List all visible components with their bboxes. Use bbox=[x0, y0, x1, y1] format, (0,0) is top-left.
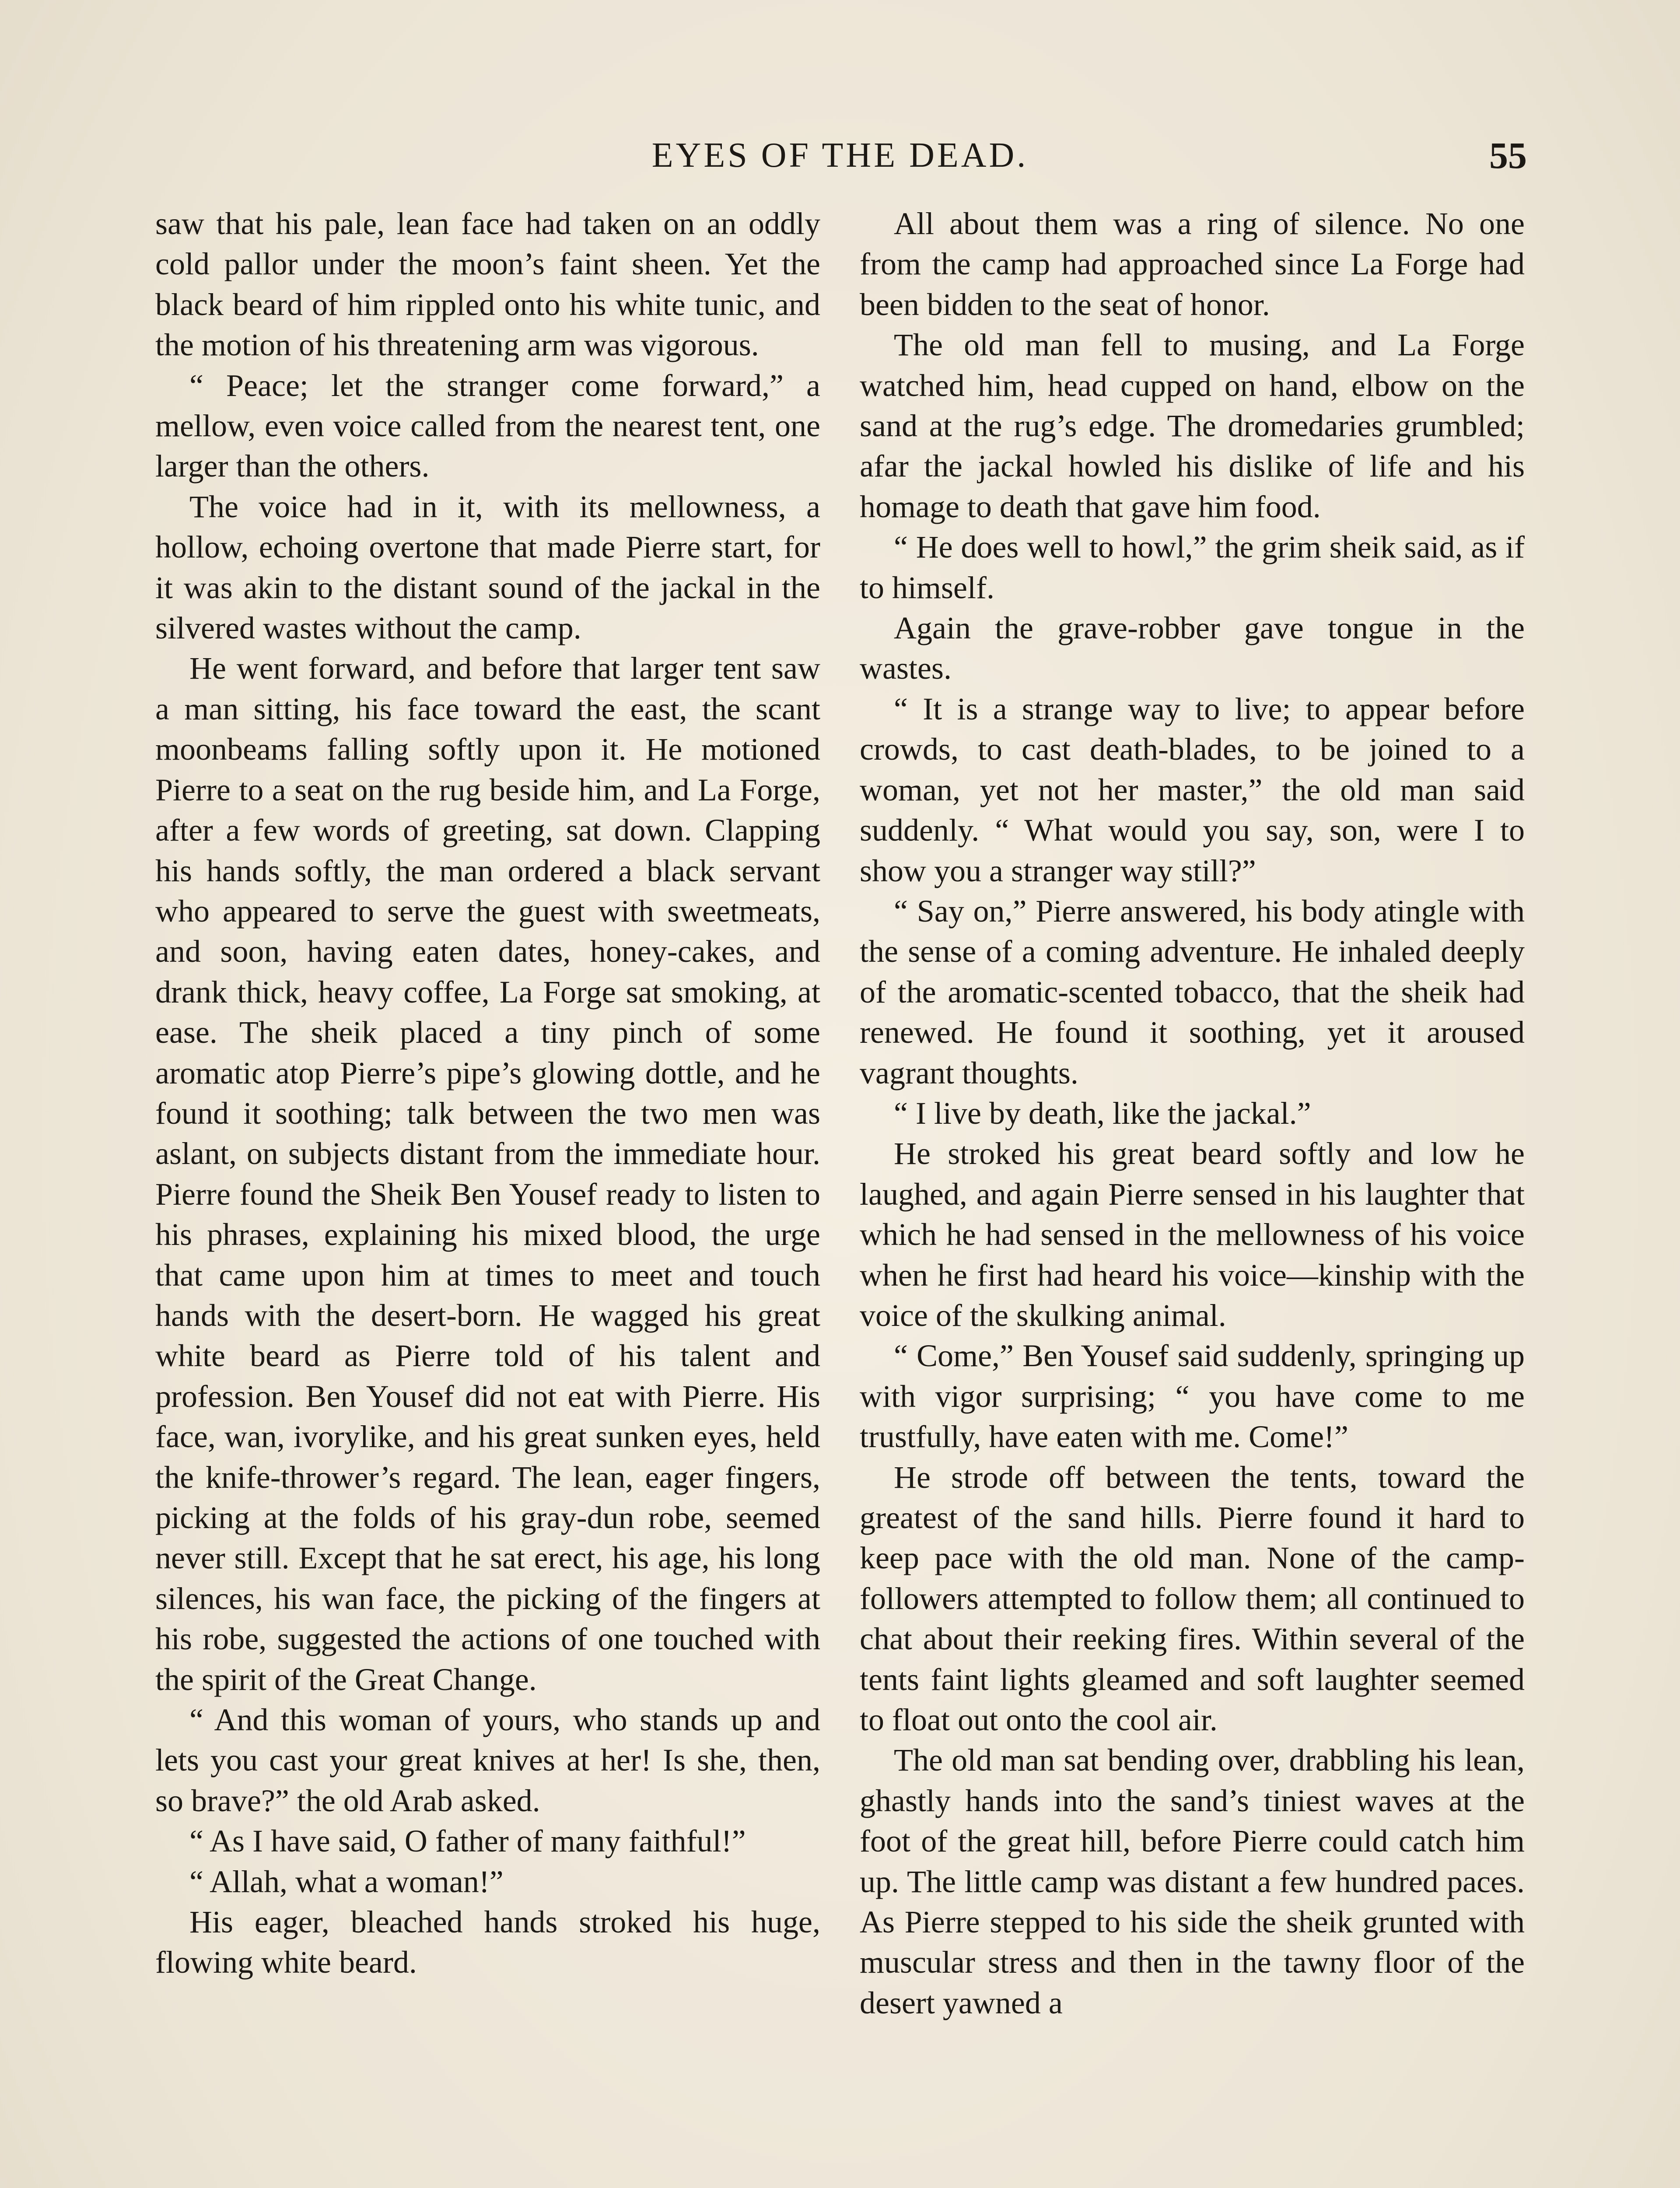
paragraph: saw that his pale, lean face had taken on an oddly cold pallor under the moon’s faint sheen. Yet the black beard of him rippled onto his white tunic, and the motion of his threatening arm was vigorous. bbox=[155, 206, 820, 363]
paragraph: “ Come,” Ben Yousef said suddenly, springing up with vigor surprising; “ you have come to me trustfully, have eaten with me. Come!” bbox=[860, 1338, 1525, 1455]
paragraph: “ Allah, what a woman!” bbox=[189, 1864, 504, 1899]
paragraph: “ As I have said, O father of many faithful!” bbox=[189, 1823, 746, 1859]
running-title: EYES OF THE DEAD. bbox=[651, 136, 1029, 175]
paragraph: Again the grave-robber gave tongue in the wastes. bbox=[860, 610, 1525, 686]
left-column bbox=[155, 203, 820, 1983]
paragraph: “ He does well to howl,” the grim sheik said, as if to himself. bbox=[860, 529, 1525, 605]
page-number: 55 bbox=[1489, 134, 1527, 176]
paragraph: “ Say on,” Pierre answered, his body atingle with the sense of a coming adventure. He inhaled deeply of the aromatic-scented tobacco, that the sheik had renewed. He found it soothing, yet it aroused vagrant thoughts. bbox=[860, 893, 1525, 1090]
running-head bbox=[0, 131, 1680, 179]
paragraph: He stroked his great beard softly and low he laughed, and again Pierre sensed in his laughter that which he had sensed in the mellowness of his voice when he first had heard his voice—kinship with the voice of the skulking animal. bbox=[860, 1136, 1525, 1333]
paragraph: The old man fell to musing, and La Forge watched him, head cupped on hand, elbow on the sand at the rug’s edge. The dromedaries grumbled; afar the jackal howled his dislike of life and his homage to death that gave him food. bbox=[860, 327, 1525, 524]
paragraph: “ It is a strange way to live; to appear before crowds, to cast death-blades, to be joined to a woman, yet not her master,” the old man said suddenly. “ What would you say, son, were I to show you a stranger way still?” bbox=[860, 691, 1525, 888]
paragraph: “ And this woman of yours, who stands up and lets you cast your great knives at her! Is she, then, so brave?” the old Arab asked. bbox=[155, 1702, 820, 1818]
paragraph: All about them was a ring of silence. No one from the camp had approached since La Forge had been bidden to the seat of honor. bbox=[860, 206, 1525, 322]
paragraph: The voice had in it, with its mellowness, a hollow, echoing overtone that made Pierre start, for it was akin to the distant sound of the jackal in the silvered wastes without the camp. bbox=[155, 489, 820, 646]
paragraph: He strode off between the tents, toward the greatest of the sand hills. Pierre found it hard to keep pace with the old man. None of the camp-followers attempted to follow them; all continued to chat about their reeking fires. Within several of the tents faint lights gleamed and soft laughter seemed to float out onto the cool air. bbox=[860, 1459, 1525, 1738]
paragraph: His eager, bleached hands stroked his huge, flowing white beard. bbox=[155, 1904, 820, 1980]
paragraph: He went forward, and before that larger tent saw a man sitting, his face toward the east, the scant moonbeams falling softly upon it. He motioned Pierre to a seat on the rug beside him, and La Forge, after a few words of greeting, sat down. Clapping his hands softly, the man ordered a black servant who appeared to serve the guest with sweetmeats, and soon, having eaten dates, honey-cakes, and drank thick, heavy coffee, La Forge sat smoking, at ease. The sheik placed a tiny pinch of some aromatic atop Pierre’s pipe’s glowing dottle, and he found it soothing; talk between the two men was aslant, on subjects distant from the immediate hour. Pierre found the Sheik Ben Yousef ready to listen to his phrases, explaining his mixed blood, the urge that came upon him at times to meet and touch hands with the desert-born. He wagged his great white beard as Pierre told of his talent and profession. Ben Yousef did not eat with Pierre. His face, wan, ivorylike, and his great sunken eyes, held the knife-thrower’s regard. The lean, eager fingers, picking at the folds of his gray-dun robe, seemed never still. Except that he sat erect, his age, his long silences, his wan face, the picking of the fingers at his robe, suggested the actions of one touched with the spirit of the Great Change. bbox=[155, 651, 820, 1697]
paragraph: “ I live by death, like the jackal.” bbox=[894, 1095, 1311, 1131]
paragraph: “ Peace; let the stranger come forward,” a mellow, even voice called from the nearest tent, one larger than the others. bbox=[155, 368, 820, 484]
right-column bbox=[860, 203, 1525, 2023]
paragraph: The old man sat bending over, drabbling his lean, ghastly hands into the sand’s tiniest waves at the foot of the great hill, before Pierre could catch him up. The little camp was distant a few hundred paces. As Pierre stepped to his side the sheik grunted with muscular stress and then in the tawny floor of the desert yawned a bbox=[860, 1743, 1525, 2020]
